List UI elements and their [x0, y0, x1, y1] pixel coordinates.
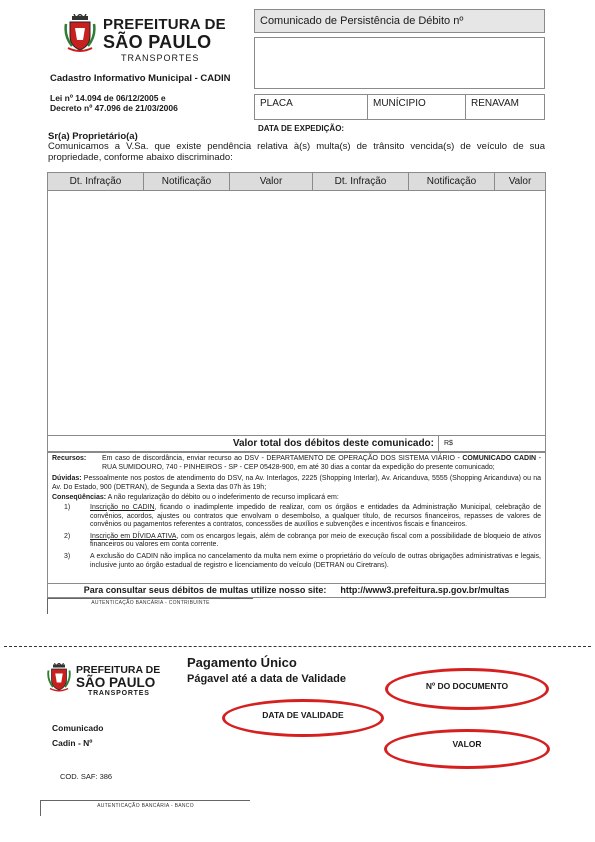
table-header-row — [48, 173, 545, 191]
coat-of-arms-icon — [64, 14, 96, 54]
stub-logo-text-top: PREFEITURA DE — [76, 664, 161, 676]
recursos-block — [52, 455, 541, 472]
duvidas-label: Dúvidas: — [52, 475, 82, 483]
recursos-bold: COMUNICADO CADIN — [462, 455, 537, 462]
debts-table — [47, 172, 546, 452]
consequencias-text: A não regularização do débito ou o indeferimento de recurso implicará em: — [107, 494, 339, 502]
item1-text — [90, 504, 541, 530]
item3-number: 3) — [64, 552, 71, 560]
greeting: Sr(a) Proprietário(a) — [48, 131, 138, 142]
item1-underlined: Inscrição no CADIN — [90, 503, 155, 511]
auth-banco-box — [40, 800, 250, 816]
address-box — [254, 37, 545, 89]
recursos-text — [102, 455, 541, 472]
recursos-text-a: Em caso de discordância, enviar recurso ao DSV - DEPARTAMENTO DE OPERAÇÃO DOS SISTEMA VIÁRIO - — [102, 455, 463, 462]
doc-number-label: Nº DO DOCUMENTO — [425, 681, 509, 691]
cadin-title: Cadastro Informativo Municipal - CADIN — [50, 73, 231, 84]
col-dt-infracao-2: Dt. Infração — [313, 173, 409, 190]
auth-banco-label: AUTENTICAÇÃO BANCÁRIA - BANCO — [97, 803, 194, 809]
comunicado-label: Comunicado de Persistência de Débito nº — [260, 15, 464, 27]
logo-text-main: SÃO PAULO — [103, 32, 212, 52]
total-row — [48, 435, 545, 451]
col-valor-2: Valor — [508, 176, 532, 187]
stub-logo-text-main: SÃO PAULO — [76, 675, 156, 690]
stub-title: Pagamento Único — [187, 655, 297, 670]
consequence-item-2 — [52, 533, 541, 550]
vehicle-info-box — [254, 94, 545, 120]
validade-ellipse — [222, 699, 384, 737]
col-dt-infracao-1: Dt. Infração — [48, 173, 144, 190]
consequencias-label: Conseqüências: — [52, 494, 107, 502]
col-notificacao-2: Notificação — [409, 173, 495, 190]
cut-line — [4, 646, 591, 647]
consequence-item-1 — [52, 504, 541, 530]
consult-text: Para consultar seus débitos de multas utilize nosso site: — [83, 585, 327, 595]
logo-text-sub: TRANSPORTES — [121, 53, 200, 63]
consequencias-block — [52, 494, 541, 503]
recursos-text-b: - RUA SUMIDOURO, 740 - PINHEIROS - SP - CEP 05428-900, em até 30 dias a contar da expedição do presente comunicado; — [102, 455, 541, 471]
stub-subtitle: Págavel até a data de Validade — [187, 673, 346, 685]
item2-underlined: Inscrição em DÍVIDA ATIVA — [90, 532, 177, 540]
item1-number: 1) — [64, 503, 71, 511]
stub-comunicado: Comunicado — [52, 723, 104, 733]
item2-body: , com os encargos legais, além de cobrança por meio de execução fiscal com a possibilidade de bloqueio de ativos financeiros ou valores em conta corrente. — [90, 532, 541, 549]
total-label: Valor total dos débitos deste comunicado: — [232, 438, 434, 449]
item3-text: A exclusão do CADIN não implica no cancelamento da multa nem exime o proprietário do veículo de outras obrigações administrativas e legais, inclusive junto ao órgão estadual de registro e licenciamento do veículo (DETRAN ou Ciretrans). — [90, 552, 541, 569]
col-valor-1: Valor — [230, 173, 313, 190]
stub-coat-of-arms-icon — [47, 663, 71, 693]
valor-label: VALOR — [452, 739, 482, 749]
auth-contribuinte-box — [47, 598, 253, 614]
col-notificacao-1: Notificação — [144, 173, 230, 190]
placa-label: PLACA — [260, 98, 293, 109]
notes-box — [47, 452, 546, 584]
stub-cod-saf: COD. SAF: 386 — [60, 772, 113, 781]
auth-contribuinte-label: AUTENTICAÇÃO BANCÁRIA - CONTRIBUINTE — [91, 600, 210, 606]
consult-url-link[interactable]: http://www3.prefeitura.sp.gov.br/multas — [340, 585, 510, 595]
stub-cadin-number: Cadin - Nº — [52, 738, 93, 748]
renavam-label: RENAVAM — [465, 95, 544, 119]
law-line-2: Decreto nº 47.096 de 21/03/2006 — [50, 103, 178, 113]
comunicado-number-field — [254, 9, 545, 33]
municipio-label: MUNÍCIPIO — [367, 95, 465, 119]
item2-text — [90, 533, 541, 550]
valor-ellipse — [384, 729, 550, 769]
recursos-label: Recursos: — [52, 455, 87, 462]
consequence-item-3 — [52, 553, 541, 570]
stub-logo-text-sub: TRANSPORTES — [88, 690, 150, 697]
consult-bar — [47, 584, 546, 598]
duvidas-block — [52, 475, 541, 492]
data-expedicao-label: DATA DE EXPEDIÇÃO: — [258, 124, 345, 133]
validade-label: DATA DE VALIDADE — [262, 710, 344, 720]
total-currency: R$ — [438, 436, 545, 451]
intro-text: Comunicamos a V.Sa. que existe pendência relativa à(s) multa(s) de trânsito vencida(s) de veículo de sua propriedade, conforme abaixo discriminado: — [48, 141, 545, 163]
item2-number: 2) — [64, 532, 71, 540]
item1-body: , ficando o inadimplente impedido de realizar, com os órgãos e entidades da Administração Municipal, celebração de convênios, acordos, ajustes ou contratos que envolvam o desembolso, a qualquer título, de recursos financeiros, repasses de valores de convênios ou pagamentos referentes a contratos, concessões de auxílios e subvenções e incentivos fiscais e financeiros. — [90, 503, 542, 529]
logo-text-top: PREFEITURA DE — [103, 16, 226, 33]
doc-number-ellipse — [385, 668, 549, 710]
duvidas-text: Pessoalmente nos postos de atendimento do DSV, na Av. Interlagos, 2225 (Shopping Interlar), Av. Aricanduva, 5555 (Shopping Aricanduva) ou na Av. Do Estado, 900 (DETRAN), de Segunda a Sexta das 07h às 19h; — [52, 475, 541, 491]
law-line-1: Lei nº 14.094 de 06/12/2005 e — [50, 93, 166, 103]
